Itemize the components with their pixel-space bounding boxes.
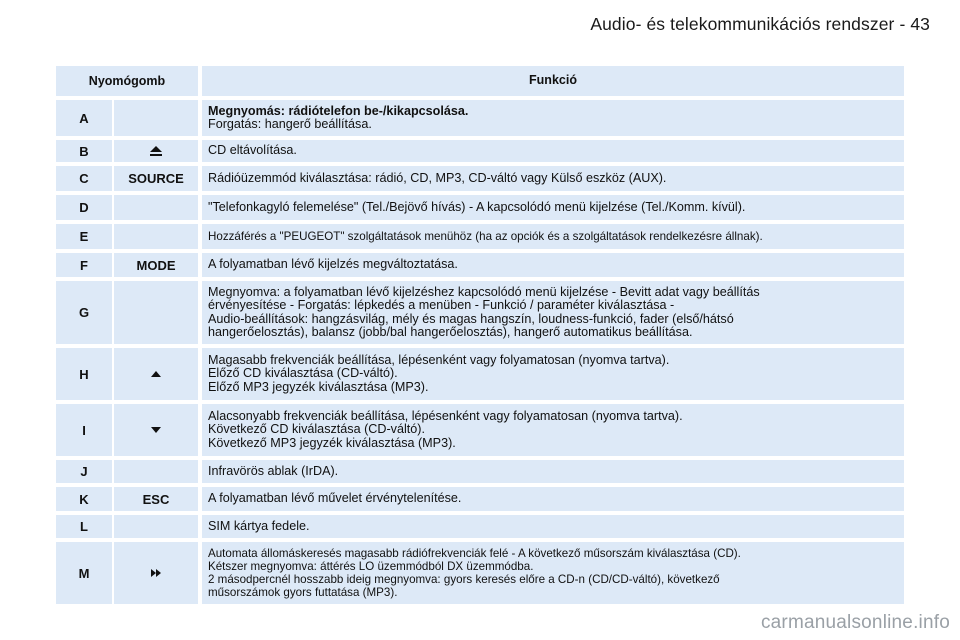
button-label — [114, 542, 198, 604]
description-line: Infravörös ablak (IrDA). — [208, 463, 339, 478]
function-table — [56, 66, 904, 608]
description-line: CD eltávolítása. — [208, 143, 297, 158]
watermark: carmanualsonline.info — [760, 612, 950, 633]
description-line: érvényesítése - Forgatás: lépkedés a menüben - Funkció / paraméter kiválasztása - — [208, 298, 675, 313]
button-key: G — [56, 281, 112, 344]
description-line: Megnyomva: a folyamatban lévő kijelzéshez kapcsolódó menü kijelzése - Bevitt adat vagy beállítás — [208, 285, 760, 300]
table-row — [56, 515, 904, 538]
table-row — [56, 195, 904, 220]
description-line: Előző CD kiválasztása (CD-váltó). — [208, 366, 398, 381]
button-key: K — [56, 487, 112, 511]
button-key: D — [56, 195, 112, 220]
description-line: Előző MP3 jegyzék kiválasztása (MP3). — [208, 379, 429, 394]
button-key: A — [56, 100, 112, 136]
description-line: Hozzáférés a "PEUGEOT" szolgáltatások menühöz (ha az opciók és a szolgáltatások rendelkezésre állnak). — [208, 229, 763, 243]
table-row — [56, 460, 904, 483]
description-line: Automata állomáskeresés magasabb rádiófrekvenciák felé - A következő műsorszám kiválasztása (CD). — [208, 546, 741, 560]
function-description — [202, 166, 904, 191]
table-row — [56, 100, 904, 136]
function-description — [202, 460, 904, 483]
function-description — [202, 487, 904, 511]
button-label — [114, 281, 198, 344]
description-line: Rádióüzemmód kiválasztása: rádió, CD, MP3, CD-váltó vagy Külső eszköz (AUX). — [208, 170, 667, 185]
page-header: Audio- és telekommunikációs rendszer - 43 — [590, 14, 930, 34]
button-label — [114, 348, 198, 400]
description-line: Kétszer megnyomva: áttérés LO üzemmódból DX üzemmódba. — [208, 559, 534, 573]
arrow-down-icon — [150, 426, 162, 434]
description-line: Következő MP3 jegyzék kiválasztása (MP3). — [208, 435, 456, 450]
description-line: Alacsonyabb frekvenciák beállítása, lépésenként vagy folyamatosan (nyomva tartva). — [208, 409, 683, 424]
description-line: Megnyomás: rádiótelefon be-/kikapcsolása. — [208, 103, 469, 118]
button-key: C — [56, 166, 112, 191]
function-description — [202, 195, 904, 220]
button-label — [114, 140, 198, 162]
function-description — [202, 515, 904, 538]
description-line: 2 másodpercnél hosszabb ideig megnyomva: gyors keresés előre a CD-n (CD/CD-váltó), következő — [208, 573, 720, 586]
function-description — [202, 224, 904, 249]
function-description — [202, 542, 904, 604]
description-line: A folyamatban lévő művelet érvénytelenítése. — [208, 491, 462, 506]
description-line: SIM kártya fedele. — [208, 518, 310, 533]
function-description — [202, 140, 904, 162]
button-key: I — [56, 404, 112, 456]
table-row — [56, 348, 904, 400]
function-description — [202, 100, 904, 136]
table-row — [56, 404, 904, 456]
button-label — [114, 100, 198, 136]
button-key: B — [56, 140, 112, 162]
button-label — [114, 460, 198, 483]
description-line: Magasabb frekvenciák beállítása, lépésenként vagy folyamatosan (nyomva tartva). — [208, 353, 670, 368]
button-label: ESC — [114, 487, 198, 511]
function-description — [202, 281, 904, 344]
table-row — [56, 281, 904, 344]
description-line: "Telefonkagyló felemelése" (Tel./Bejövő hívás) - A kapcsolódó menü kijelzése (Tel./Komm. kívül). — [208, 199, 746, 214]
button-key: M — [56, 542, 112, 604]
fast-forward-icon — [150, 568, 163, 578]
table-row — [56, 542, 904, 604]
description-line: hangerőelosztás), balansz (jobb/bal hangerőelosztás), hangerő automatikus beállítása. — [208, 324, 693, 339]
column-header-function: Funkció — [202, 66, 904, 96]
description-line: Audio-beállítások: hangzásvilág, mély és magas hangszín, loudness-funkció, fader (első/hátsó — [208, 311, 734, 326]
button-label: SOURCE — [114, 166, 198, 191]
button-label — [114, 224, 198, 249]
button-key: H — [56, 348, 112, 400]
description-line: Következő CD kiválasztása (CD-váltó). — [208, 422, 425, 437]
description-line: A folyamatban lévő kijelzés megváltoztatása. — [208, 257, 458, 272]
description-line: Forgatás: hangerő beállítása. — [208, 117, 372, 131]
button-key: E — [56, 224, 112, 249]
button-label — [114, 404, 198, 456]
arrow-up-icon — [150, 370, 162, 378]
button-key: J — [56, 460, 112, 483]
button-label — [114, 515, 198, 538]
table-row — [56, 140, 904, 162]
table-header-row — [56, 66, 904, 96]
column-header-button: Nyomógomb — [56, 66, 198, 96]
table-row — [56, 487, 904, 511]
description-line: műsorszámok gyors futtatása (MP3). — [208, 586, 398, 600]
table-row — [56, 253, 904, 277]
function-description — [202, 253, 904, 277]
button-key: L — [56, 515, 112, 538]
button-key: F — [56, 253, 112, 277]
button-label: MODE — [114, 253, 198, 277]
function-description — [202, 348, 904, 400]
eject-icon — [149, 145, 163, 157]
table-row — [56, 166, 904, 191]
function-description — [202, 404, 904, 456]
button-label — [114, 195, 198, 220]
table-row — [56, 224, 904, 249]
